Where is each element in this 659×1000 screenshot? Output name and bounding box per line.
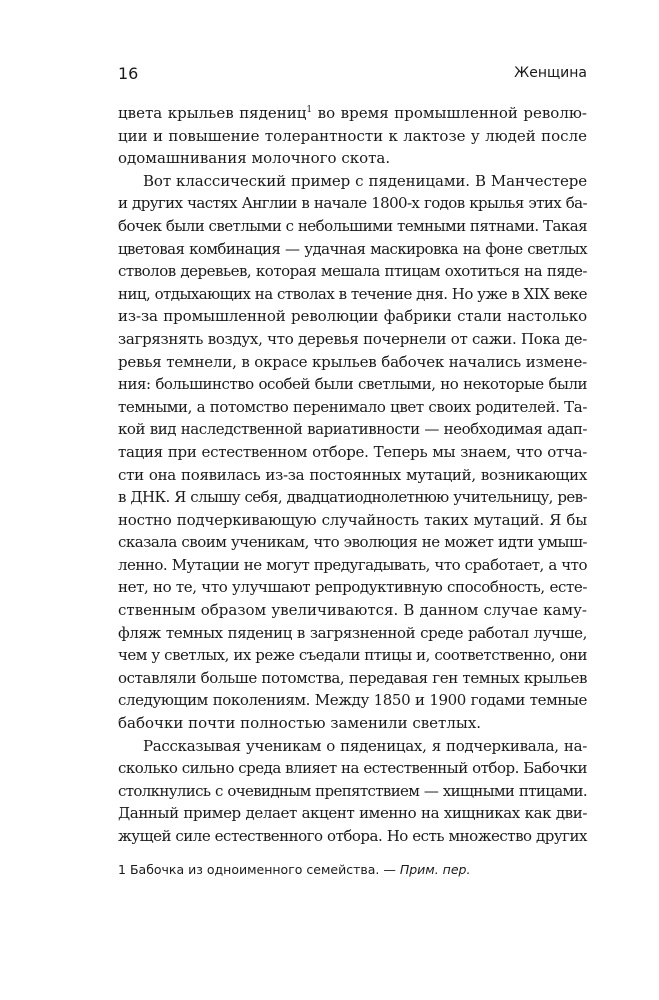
text-line: Вот классический пример с пяденицами. В Манчестере	[143, 171, 587, 190]
text-line: стволов деревьев, которая мешала птицам охотиться на пяде-	[118, 262, 587, 281]
footnote-number: 1	[118, 862, 126, 877]
text-line: бабочки почти полностью заменили светлых.	[118, 714, 482, 733]
running-title: Женщина	[514, 65, 587, 81]
text-line: ревья темнели, в окрасе крыльев бабочек начались измене-	[118, 352, 587, 371]
paragraph-2	[118, 170, 587, 735]
text-line: одомашнивания молочного скота.	[118, 149, 391, 168]
footnote-text: Бабочка из одноименного семейства. —	[129, 862, 400, 877]
text-line: следующим поколениям. Между 1850 и 1900 годами темные	[118, 691, 587, 710]
body-text	[118, 102, 587, 848]
running-head	[118, 64, 587, 86]
paragraph-3	[118, 735, 587, 848]
text-line: ции и повышение толерантности к лактозе у людей после	[118, 126, 587, 145]
footnote	[118, 861, 587, 879]
page-number: 16	[118, 64, 139, 83]
text-line: Рассказывая ученикам о пяденицах, я подчеркивала, на-	[143, 736, 587, 755]
text-line: сказала своим ученикам, что эволюция не может идти умыш-	[118, 533, 587, 552]
text-line: фляж темных пядениц в загрязненной среде работал лучше,	[118, 623, 587, 642]
text-line: столкнулись с очевидным препятствием — хищными птицами.	[118, 781, 587, 800]
paragraph-1	[118, 102, 587, 170]
text-line: ленно. Мутации не могут предугадывать, что сработает, а что	[118, 555, 587, 574]
text-line: жущей силе естественного отбора. Но есть множество других	[118, 827, 587, 845]
text-line: чем у светлых, их реже съедали птицы и, соответственно, они	[118, 646, 587, 665]
text-line: нет, но те, что улучшают репродуктивную способность, есте-	[118, 578, 587, 597]
text-line: оставляли больше потомства, передавая ген темных крыльев	[118, 668, 587, 687]
footnote-translator-note: Прим. пер.	[399, 862, 471, 877]
text-line: сколько сильно среда влияет на естественный отбор. Бабочки	[118, 759, 587, 778]
text-line: ностно подчеркивающую случайность таких мутаций. Я бы	[118, 510, 587, 529]
text-line: ниц, отдыхающих на стволах в течение дня. Но уже в XIX веке	[118, 284, 587, 303]
text-line: в ДНК. Я слышу себя, двадцатиоднолетнюю учительницу, рев-	[118, 488, 587, 507]
text-line: ния: большинство особей были светлыми, но некоторые были	[118, 375, 587, 394]
text-line: бочек были светлыми с небольшими темными пятнами. Такая	[118, 216, 587, 235]
text-line: кой вид наследственной вариативности — необходимая адап-	[118, 420, 587, 439]
text-line: Данный пример делает акцент именно на хищниках как дви-	[118, 804, 587, 823]
text-line: темными, а потомство перенимало цвет своих родителей. Та-	[118, 397, 587, 416]
text-line: и других частях Англии в начале 1800-х годов крылья этих ба-	[118, 194, 587, 213]
text-line: цвета крыльев пядениц$^1$ во время промышленной револю-	[118, 104, 587, 122]
text-line: ственным образом увеличиваются. В данном случае каму-	[118, 601, 587, 620]
text-line: загрязнять воздух, что деревья почернели от сажи. Пока де-	[118, 329, 587, 348]
text-line: из-за промышленной революции фабрики стали настолько	[118, 307, 587, 326]
footnote-marker: 1	[306, 105, 313, 115]
text-line: сти она появилась из-за постоянных мутаций, возникающих	[118, 465, 587, 484]
text-line: тация при естественном отборе. Теперь мы знаем, что отча-	[118, 442, 587, 461]
text-line: цветовая комбинация — удачная маскировка на фоне светлых	[118, 239, 587, 258]
